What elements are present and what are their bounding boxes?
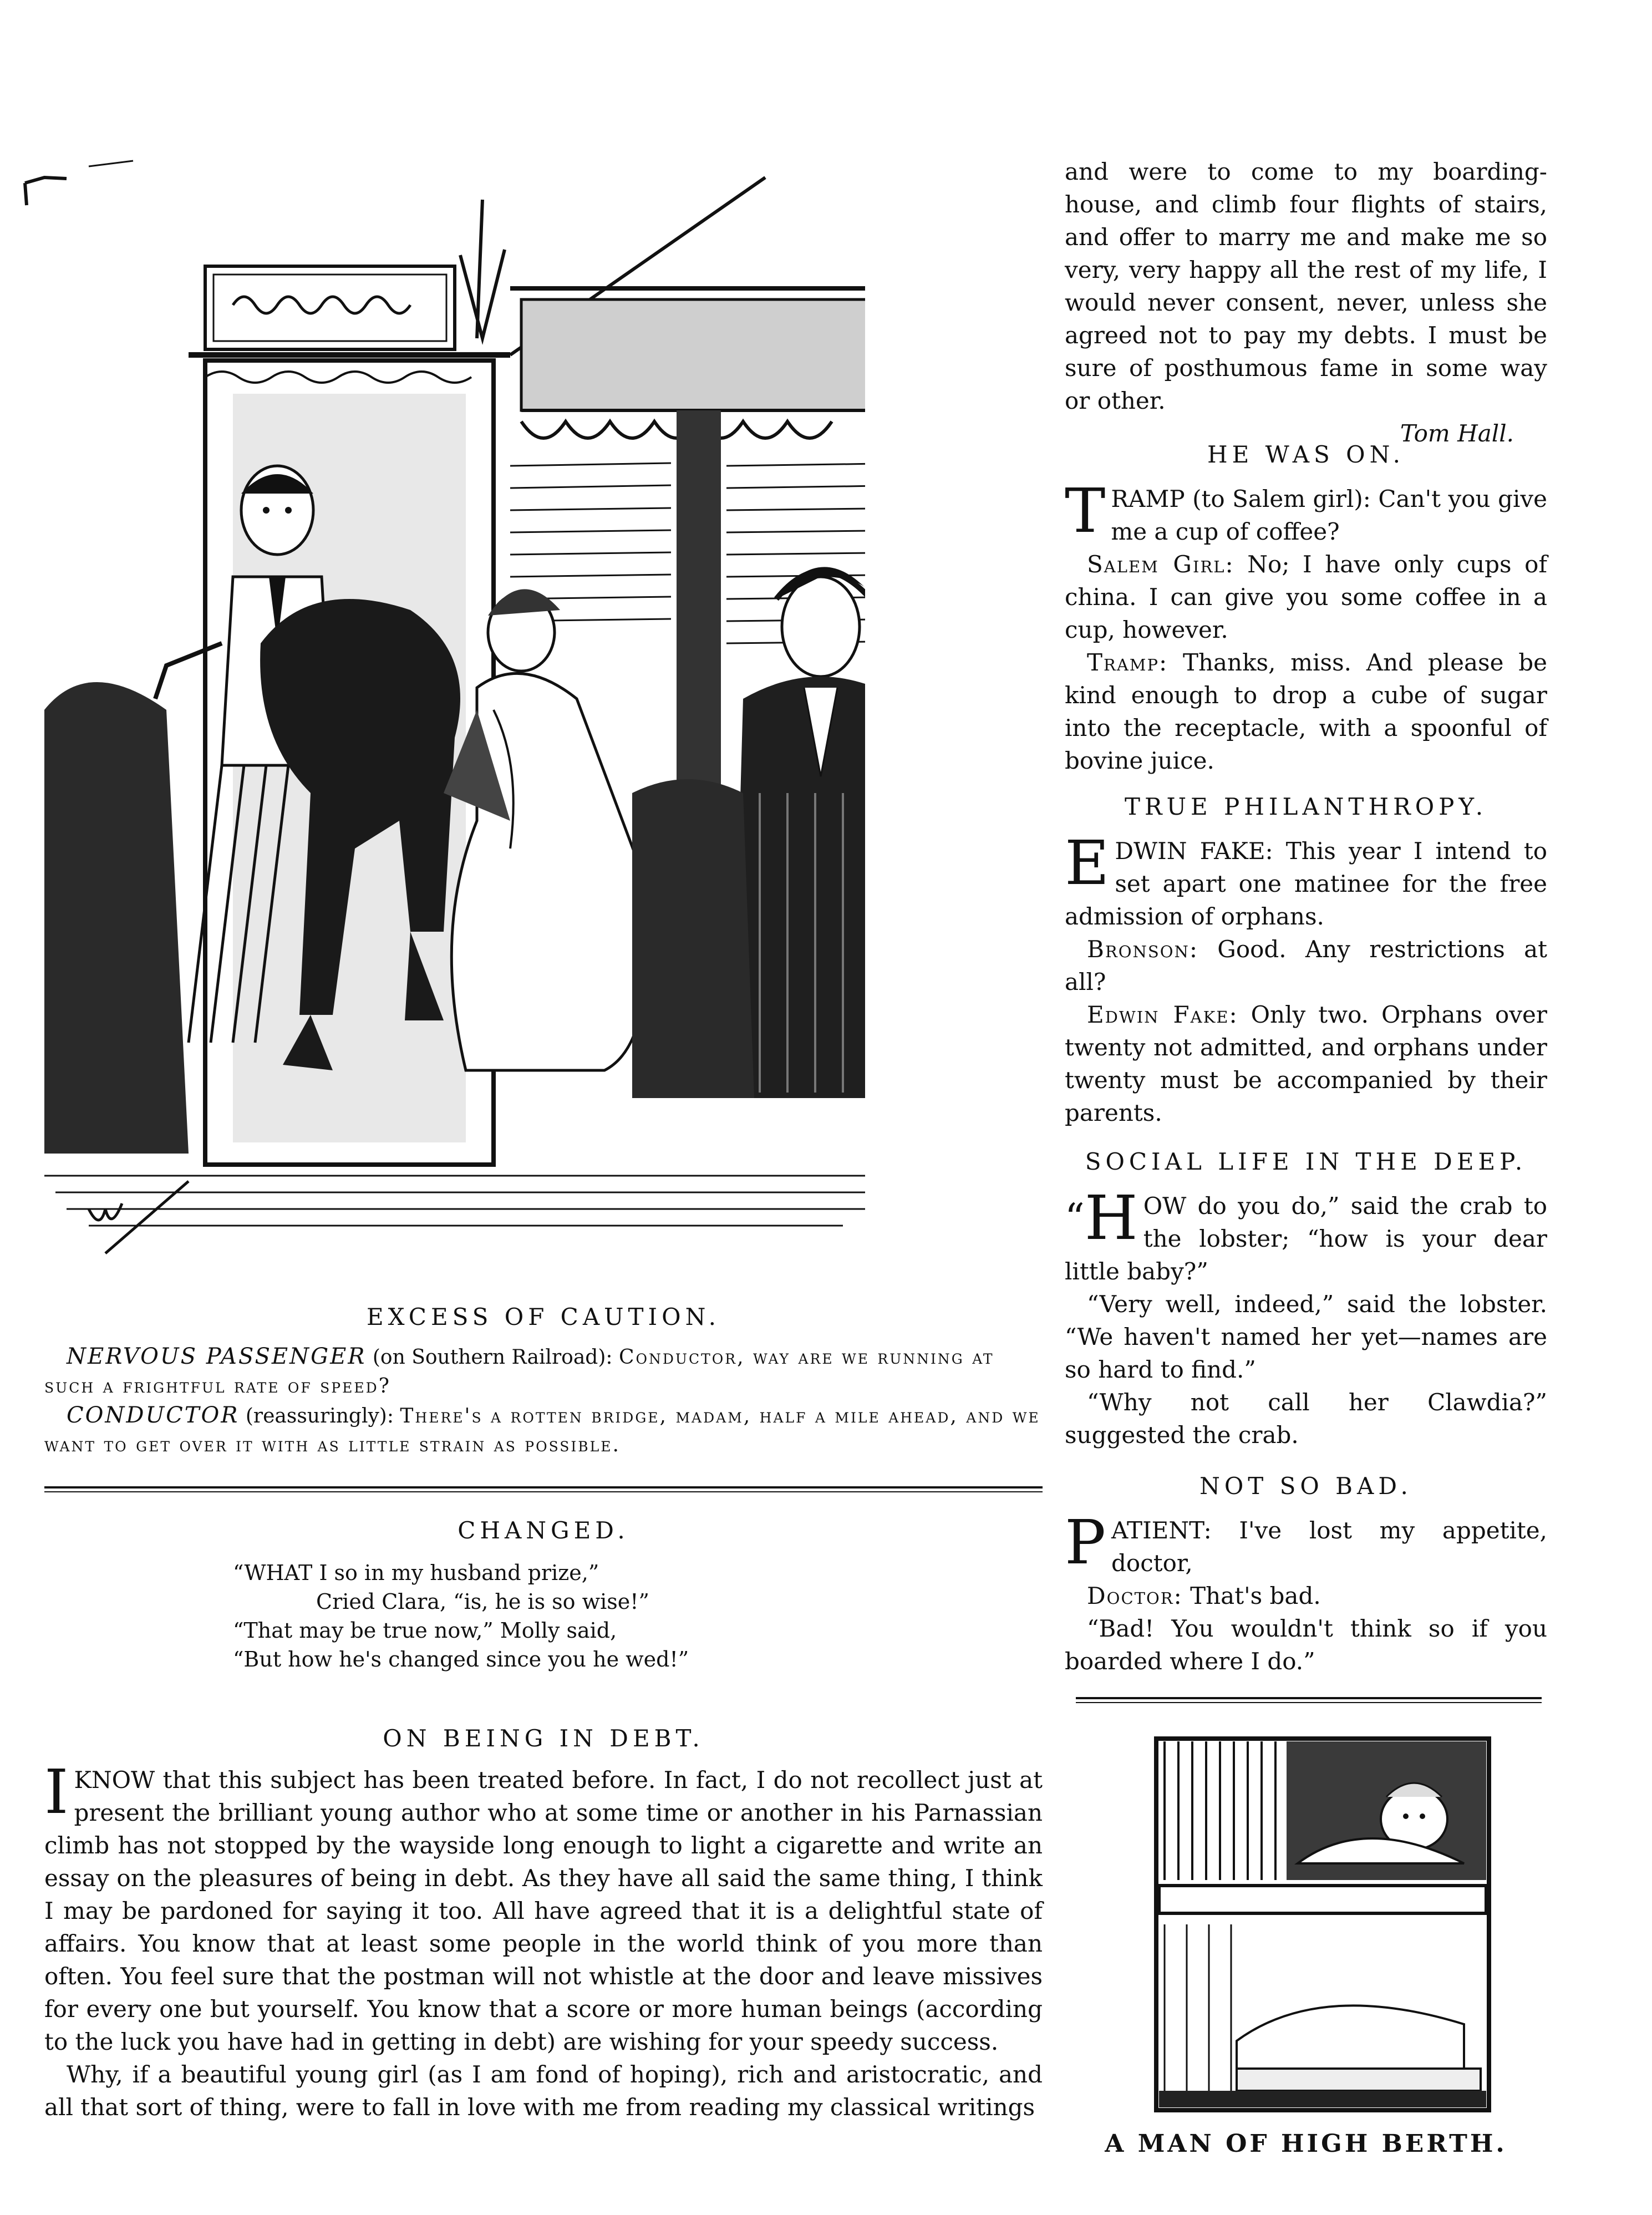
deep-p2: “Very well, indeed,” said the lobster. “We haven't named her yet—names are so hard to find.”: [1065, 1291, 1547, 1383]
main-cartoon-caption: [44, 1342, 1043, 1460]
not-bad-title: NOT SO BAD.: [1199, 1472, 1412, 1500]
was-on-p2-text: No; I have only cups of china. I can give you some coffee in a cup, however.: [1065, 551, 1548, 643]
caption-speaker-1: NERVOUS PASSENGER: [67, 1344, 367, 1369]
debt-continued: [1065, 155, 1547, 450]
drop-cap-e: E: [1065, 827, 1110, 898]
was-on-p3: [1065, 646, 1547, 777]
not-bad-p2-text: That's bad.: [1190, 1582, 1321, 1609]
debt-paragraph-2: Why, if a beautiful young girl (as I am fond of hoping), rich and aristocratic, and all that sort of thing, were to fall in love with me from reading my classical writings: [44, 2061, 1043, 2121]
was-on-p1: [1065, 475, 1547, 548]
deep-open-quote: “: [1065, 1195, 1085, 1241]
caption-text-1: Conductor, way are we running at such a frightful rate of speed?: [44, 1346, 994, 1398]
berth-illustration: [1153, 1736, 1492, 2113]
was-on-p3-text: Thanks, miss. And please be kind enough to drop a cube of sugar into the receptacle, with a spoonful of bovine juice.: [1065, 649, 1547, 774]
philanthropy-p3-speaker: Edwin Fake:: [1087, 1001, 1238, 1028]
poem-line-4: “But how he's changed since you he wed!”: [233, 1647, 689, 1672]
was-on-p2: [1065, 548, 1547, 646]
caption-speaker-2: CONDUCTOR: [67, 1403, 240, 1428]
philanthropy-p3: [1065, 998, 1547, 1129]
main-cartoon-title: EXCESS OF CAUTION.: [366, 1303, 720, 1330]
was-on-p1-text: RAMP (to Salem girl): Can't you give me a cup of coffee?: [1111, 485, 1547, 545]
philanthropy-p3-text: Only two. Orphans over twenty not admitted, and orphans under twenty must be accompanied by their parents.: [1065, 1001, 1547, 1126]
deep-article: [1065, 1182, 1547, 1451]
was-on-article: [1065, 475, 1548, 777]
berth-caption: A MAN OF HIGH BERTH.: [1105, 2130, 1507, 2158]
debt-paragraph-1: [44, 1756, 1043, 2058]
debt-author: Tom Hall.: [1400, 420, 1514, 447]
philanthropy-p2-speaker: Bronson:: [1087, 936, 1199, 963]
drop-cap-t: T: [1065, 475, 1106, 546]
divider-left-1: [44, 1486, 1043, 1492]
divider-right-1: [1076, 1697, 1542, 1703]
drop-cap-p: P: [1065, 1507, 1106, 1578]
debt-title: ON BEING IN DEBT.: [383, 1725, 704, 1752]
poem-line-1: “WHAT I so in my husband prize,”: [233, 1561, 599, 1585]
main-illustration: [22, 155, 865, 1281]
poem-line-3: “That may be true now,” Molly said,: [233, 1618, 617, 1643]
debt-paragraph-1-text: KNOW that this subject has been treated before. In fact, I do not recollect just at present the brilliant young author who at some time or another in his Parnassian climb has not stopped by the wayside long enough to light a cigarette and write an essay on the pleasures of being in debt. As they have all said the same thing, I think I may be pardoned for saying it too. All have agreed that it is a delightful state of affairs. You know that at least some people in the world think of you more than often. You feel sure that the postman will not whistle at the door and leave missives for every one but yourself. You know that a score or more human beings (according to the luck you have had in getting in debt) are wishing for your speedy success.: [44, 1766, 1043, 2055]
was-on-title: HE WAS ON.: [1207, 441, 1405, 468]
deep-title: SOCIAL LIFE IN THE DEEP.: [1085, 1148, 1527, 1175]
philanthropy-p2: [1065, 933, 1547, 998]
was-on-p2-speaker: Salem Girl:: [1087, 551, 1234, 578]
philanthropy-p2-text: Good. Any restrictions at all?: [1065, 936, 1547, 995]
not-bad-p3: “Bad! You wouldn't think so if you boarded where I do.”: [1065, 1615, 1547, 1675]
not-bad-p2: [1065, 1579, 1547, 1612]
bunk-bed-drawing: [1153, 1736, 1492, 2113]
deep-cap-letter: H: [1084, 1182, 1138, 1253]
not-bad-p1: [1065, 1507, 1547, 1579]
caption-note-2: (reassuringly):: [245, 1405, 394, 1427]
philanthropy-title: TRUE PHILANTHROPY.: [1124, 793, 1488, 820]
debt-article: [44, 1756, 1043, 2123]
not-bad-article: [1065, 1507, 1547, 1678]
train-carriage-drawing: [22, 155, 865, 1281]
changed-title: CHANGED.: [458, 1517, 629, 1544]
was-on-p3-speaker: Tramp:: [1087, 649, 1168, 676]
philanthropy-article: [1065, 827, 1547, 1129]
drop-cap-h: [1065, 1182, 1138, 1253]
deep-p3: “Why not call her Clawdia?” suggested the crab.: [1065, 1389, 1547, 1449]
philanthropy-p1-text: DWIN FAKE: This year I intend to set apart one matinee for the free admission of orphans.: [1065, 837, 1547, 930]
caption-note-1: (on Southern Railroad):: [372, 1346, 613, 1369]
poem-line-2: Cried Clara, “is, he is so wise!”: [316, 1589, 649, 1614]
changed-poem: [233, 1558, 898, 1674]
not-bad-p2-speaker: Doctor:: [1087, 1582, 1183, 1609]
philanthropy-p1: [1065, 827, 1547, 933]
caption-text-2: There's a rotten bridge, madam, half a mile ahead, and we want to get over it with as little strain as possible.: [44, 1405, 1040, 1456]
not-bad-p1-text: ATIENT: I've lost my appetite, doctor,: [1111, 1517, 1547, 1577]
deep-p1: [1065, 1182, 1547, 1288]
drop-cap-i: I: [44, 1756, 69, 1827]
deep-p1-text: OW do you do,” said the crab to the lobster; “how is your dear little baby?”: [1065, 1192, 1547, 1285]
debt-continued-text: and were to come to my boarding-house, and climb four flights of stairs, and offer to marry me and make me so very, very happy all the rest of my life, I would never consent, never, unless she agreed not to pay my debts. I must be sure of posthumous fame in some way or other.: [1065, 158, 1547, 414]
